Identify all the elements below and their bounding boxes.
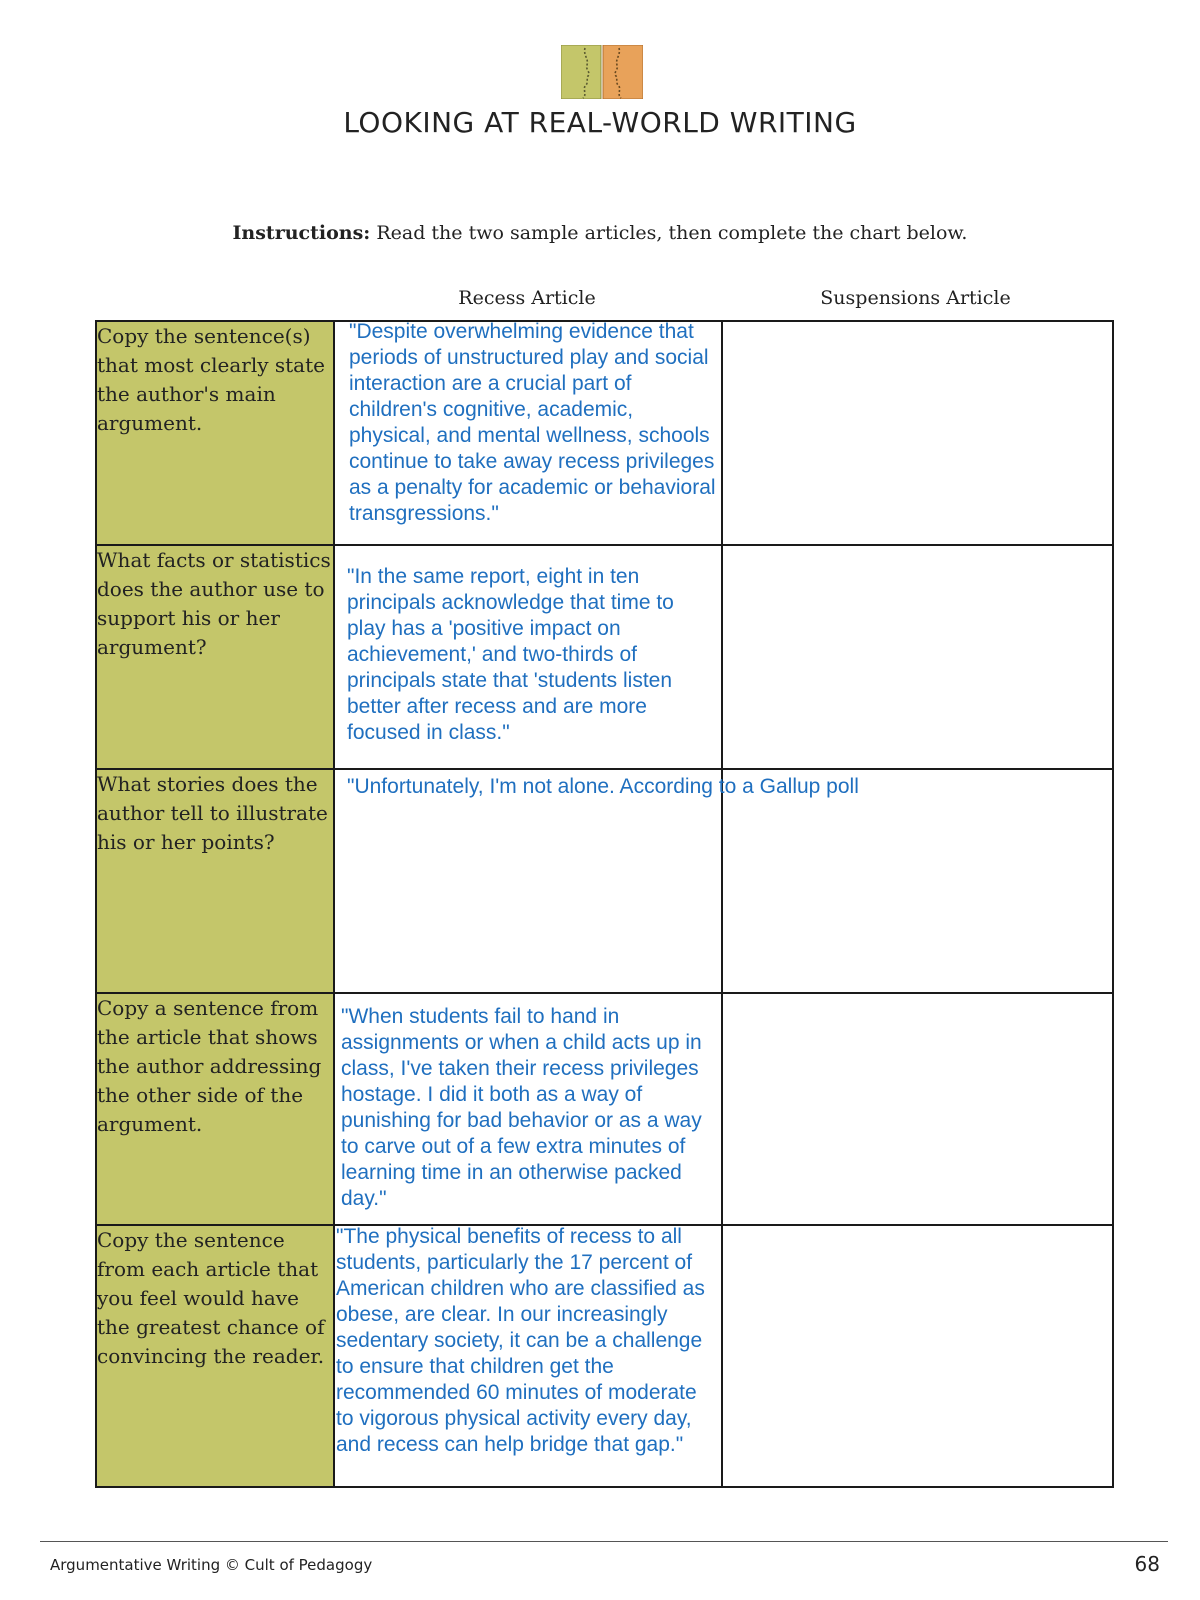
suspensions-answer-cell[interactable] [722,993,1113,1225]
recess-answer-cell[interactable] [334,769,859,993]
suspensions-answer-cell[interactable] [722,321,1113,545]
recess-answer-cell[interactable] [334,545,722,769]
row-prompt: Copy a sentence from the article that shows the author addressing the other side of the argument. [96,993,334,1225]
recess-answer-text: "When students fail to hand in assignments or when a child acts up in class, I've taken their recess privileges hostage. I did it both as a way of punishing for bad behavior or as a way to carve out of a few extra minutes of learning time in an otherwise packed day." [341,1005,702,1210]
table-row [96,545,1113,769]
recess-answer-cell[interactable] [334,993,722,1225]
recess-answer-text: "In the same report, eight in ten principals acknowledge that time to play has a 'positive impact on achievement,' and two-thirds of principals state that 'students listen better after recess and are more focused in class." [347,565,674,744]
page-number: 68 [1134,1552,1160,1576]
column-header-recess: Recess Article [458,287,596,309]
recess-answer-text: "Despite overwhelming evidence that periods of unstructured play and social interaction are a crucial part of children's cognitive, academic, physical, and mental wellness, schools continue to take away recess privileges as a penalty for academic or behavioral transgressions." [349,320,716,525]
comparison-chart [95,320,1114,1488]
footer-divider [40,1541,1168,1542]
table-row [96,769,1113,993]
table-row [96,1225,1113,1487]
row-prompt: What stories does the author tell to illustrate his or her points? [96,769,334,993]
recess-answer-cell[interactable] [334,1225,722,1487]
instructions-text: Read the two sample articles, then complete the chart below. [370,222,968,244]
table-row [96,321,1113,545]
facing-profiles-logo-icon [561,45,643,99]
footer-copyright: Argumentative Writing © Cult of Pedagogy [50,1556,373,1574]
recess-answer-text: "Unfortunately, I'm not alone. According to a Gallup poll [347,775,859,798]
recess-answer-cell[interactable] [334,321,722,545]
suspensions-answer-cell[interactable] [722,545,1113,769]
page-title: LOOKING AT REAL-WORLD WRITING [343,106,857,139]
instructions-label: Instructions: [232,222,371,244]
recess-answer-text: "The physical benefits of recess to all students, particularly the 17 percent of American children who are classified as obese, are clear. In our increasingly sedentary society, it can be a challenge to ensure that children get the recommended 60 minutes of moderate to vigorous physical activity every day, and recess can help bridge that gap." [336,1225,705,1456]
row-prompt: Copy the sentence(s) that most clearly state the author's main argument. [96,321,334,545]
suspensions-answer-cell[interactable] [722,1225,1113,1487]
suspensions-answer-cell[interactable] [722,769,1113,993]
column-header-suspensions: Suspensions Article [820,287,1011,309]
row-prompt: What facts or statistics does the author use to support his or her argument? [96,545,334,769]
instructions [0,222,1200,244]
table-row [96,993,1113,1225]
row-prompt: Copy the sentence from each article that you feel would have the greatest chance of convincing the reader. [96,1225,334,1487]
